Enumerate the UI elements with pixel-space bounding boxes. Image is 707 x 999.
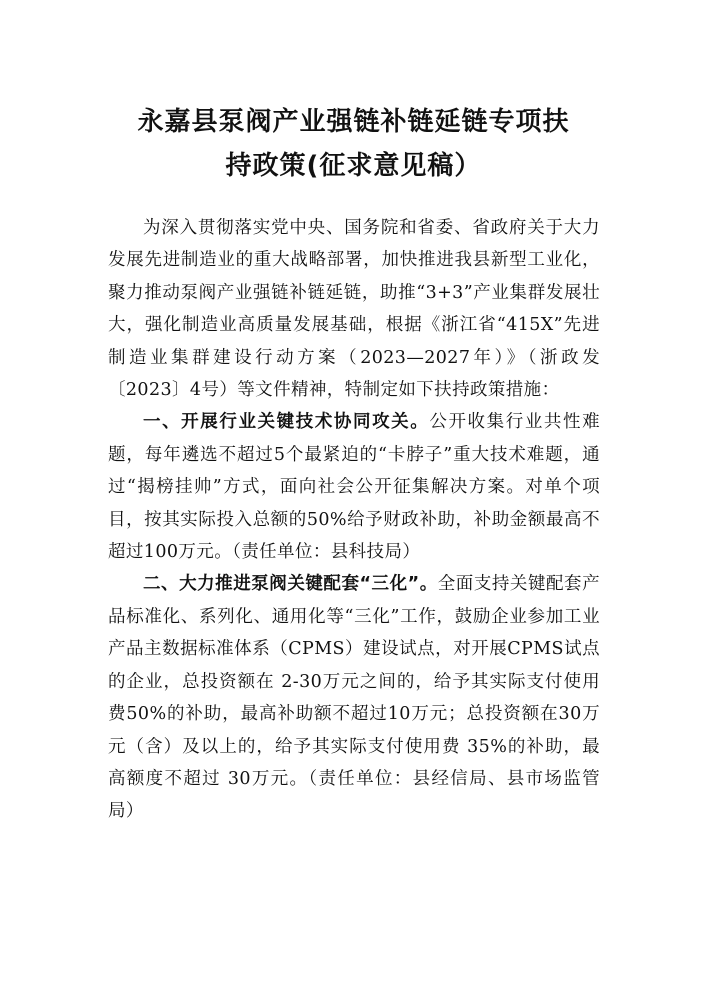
- section-2-heading: 二、大力推进泵阀关键配套“三化”。: [143, 574, 438, 595]
- section-2-paragraph: [108, 568, 600, 827]
- section-1-paragraph: [108, 406, 600, 568]
- title-line-2: 持政策(征求意见稿）: [225, 151, 482, 181]
- section-2-text: 全面支持关键配套产品标准化、系列化、通用化等“三化”工作，鼓励企业参加工业产品主数据标准体系（CPMS）建设试点，对开展CPMS试点的企业，总投资额在 2-30万元之间的，给予其实际支付使用费50%的补助，最高补助额不超过10万元；总投资额在30万元（含）及以上的，给予其实际支付使用费 35%的补助，最高额度不超过 30万元。（责任单位：县经信局、县市场监管局）: [108, 574, 600, 822]
- document-title: [100, 100, 607, 188]
- section-1-text: 公开收集行业共性难题，每年遴选不超过5个最紧迫的“卡脖子”重大技术难题，通过“揭榜挂帅”方式，面向社会公开征集解决方案。对单个项目，按其实际投入总额的50%给予财政补助，补助金额最高不超过100万元。（责任单位：县科技局）: [108, 412, 601, 563]
- document-body: [108, 212, 600, 828]
- preamble-paragraph: 为深入贯彻落实党中央、国务院和省委、省政府关于大力发展先进制造业的重大战略部署，加快推进我县新型工业化，聚力推动泵阀产业强链补链延链，助推“3+3”产业集群发展壮大，强化制造业高质量发展基础，根据《浙江省“415X”先进制造业集群建设行动方案（2023—2027年）》（浙政发〔2023〕4号）等文件精神，特制定如下扶持政策措施：: [108, 218, 600, 401]
- title-line-1: 永嘉县泵阀产业强链补链延链专项扶: [137, 107, 570, 137]
- section-1-heading: 一、开展行业关键技术协同攻关。: [143, 412, 430, 433]
